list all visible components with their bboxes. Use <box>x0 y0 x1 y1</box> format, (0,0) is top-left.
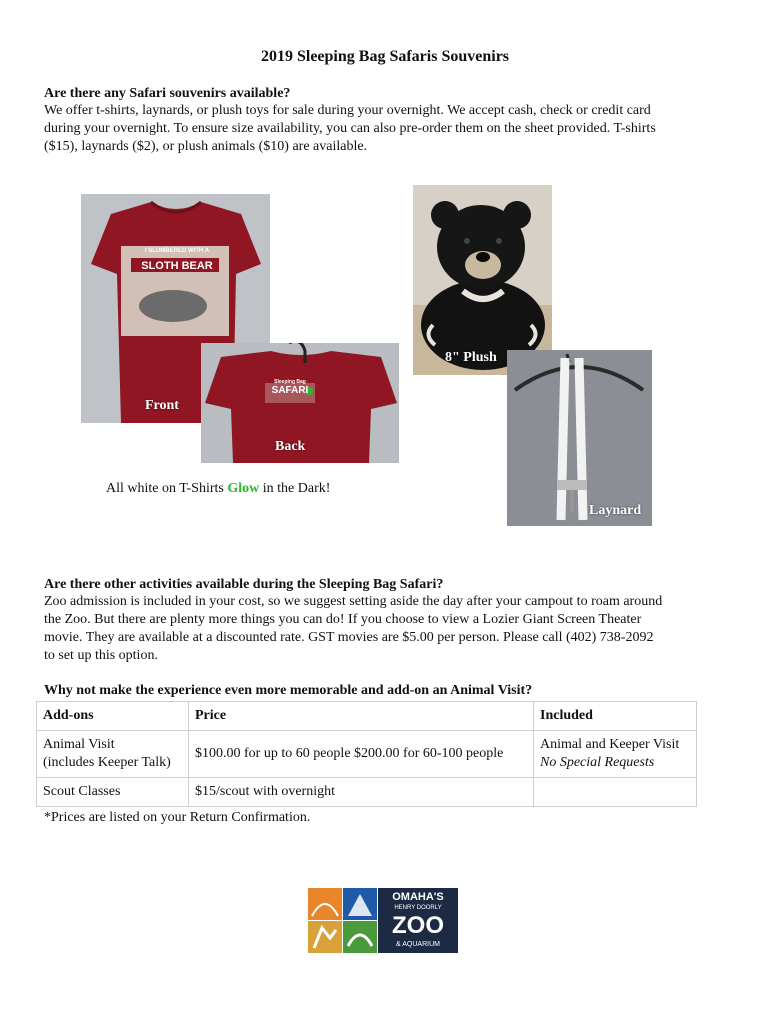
included-line: Animal and Keeper Visit <box>540 737 680 752</box>
tshirt-back-text-1: Sleeping Bag <box>274 379 306 385</box>
activities-question: Are there other activities available during the Sleeping Bag Safari? <box>44 577 444 592</box>
plush-photo <box>413 185 552 375</box>
activities-line-4: to set up this option. <box>44 648 158 663</box>
logo-line-2: HENRY DOORLY <box>394 905 442 911</box>
laynard-caption: Laynard <box>589 503 642 518</box>
souvenirs-line-3: ($15), laynards ($2), or plush animals ($10) are available. <box>44 139 368 154</box>
front-caption: Front <box>145 398 179 413</box>
header-addons: Add-ons <box>37 702 189 731</box>
souvenirs-line-1: We offer t-shirts, laynards, or plush toys for sale during your overnight. We accept cash, check or credit card <box>44 103 651 118</box>
souvenirs-section <box>44 86 734 156</box>
glow-note-after: in the Dark! <box>259 481 331 496</box>
tshirt-back-photo <box>201 343 399 463</box>
page-title: 2019 Sleeping Bag Safaris Souvenirs <box>260 48 510 65</box>
footnote: *Prices are listed on your Return Confirmation. <box>44 810 311 825</box>
logo-line-3: ZOO <box>392 912 444 939</box>
tshirt-front-text-2: SLOTH BEAR <box>141 260 213 272</box>
addons-table <box>36 701 697 807</box>
plush-caption: 8" Plush <box>445 350 497 365</box>
table-header-row <box>37 702 697 731</box>
addon-cell: Scout Classes <box>37 778 189 807</box>
glow-note <box>106 480 330 498</box>
included-note: No Special Requests <box>540 755 655 770</box>
addon-cell <box>37 731 189 778</box>
activities-line-1: Zoo admission is included in your cost, so we suggest setting aside the day after your campout to roam around <box>44 594 663 609</box>
addon-detail: (includes Keeper Talk) <box>43 755 171 770</box>
header-included: Included <box>534 702 697 731</box>
table-row <box>37 778 697 807</box>
zoo-logo <box>308 888 458 953</box>
tshirt-front-text-1: I SLUMBERED WITH A <box>144 248 210 254</box>
plush-bear-image <box>413 185 552 375</box>
glow-note-before: All white on T-Shirts <box>106 481 228 496</box>
laynard-photo <box>507 350 652 526</box>
included-cell <box>534 778 697 807</box>
logo-line-1: OMAHA'S <box>392 891 444 903</box>
activities-section <box>44 577 734 665</box>
price-cell: $15/scout with overnight <box>189 778 534 807</box>
glow-note-highlight: Glow <box>227 481 260 496</box>
souvenirs-line-2: during your overnight. To ensure size availability, you can also pre-order them on the sheet provided. T-shirts <box>44 121 656 136</box>
activities-line-2: the Zoo. But there are plenty more things you can do! If you choose to view a Lozier Giant Screen Theater <box>44 612 642 627</box>
logo-line-4: & AQUARIUM <box>396 941 440 948</box>
souvenirs-question: Are there any Safari souvenirs available? <box>44 86 291 101</box>
addon-name: Animal Visit <box>43 737 115 752</box>
activities-line-3: movie. They are available at a discounted rate. GST movies are $5.00 per person. Please call (402) 738-2092 <box>44 630 654 645</box>
back-caption: Back <box>275 439 306 454</box>
header-price: Price <box>189 702 534 731</box>
addons-question: Why not make the experience even more memorable and add-on an Animal Visit? <box>44 683 533 698</box>
laynard-image <box>507 350 652 526</box>
included-cell <box>534 731 697 778</box>
table-row <box>37 731 697 778</box>
tshirt-back-text-2: SAFARI <box>271 385 309 396</box>
price-cell: $100.00 for up to 60 people $200.00 for 60-100 people <box>189 731 534 778</box>
